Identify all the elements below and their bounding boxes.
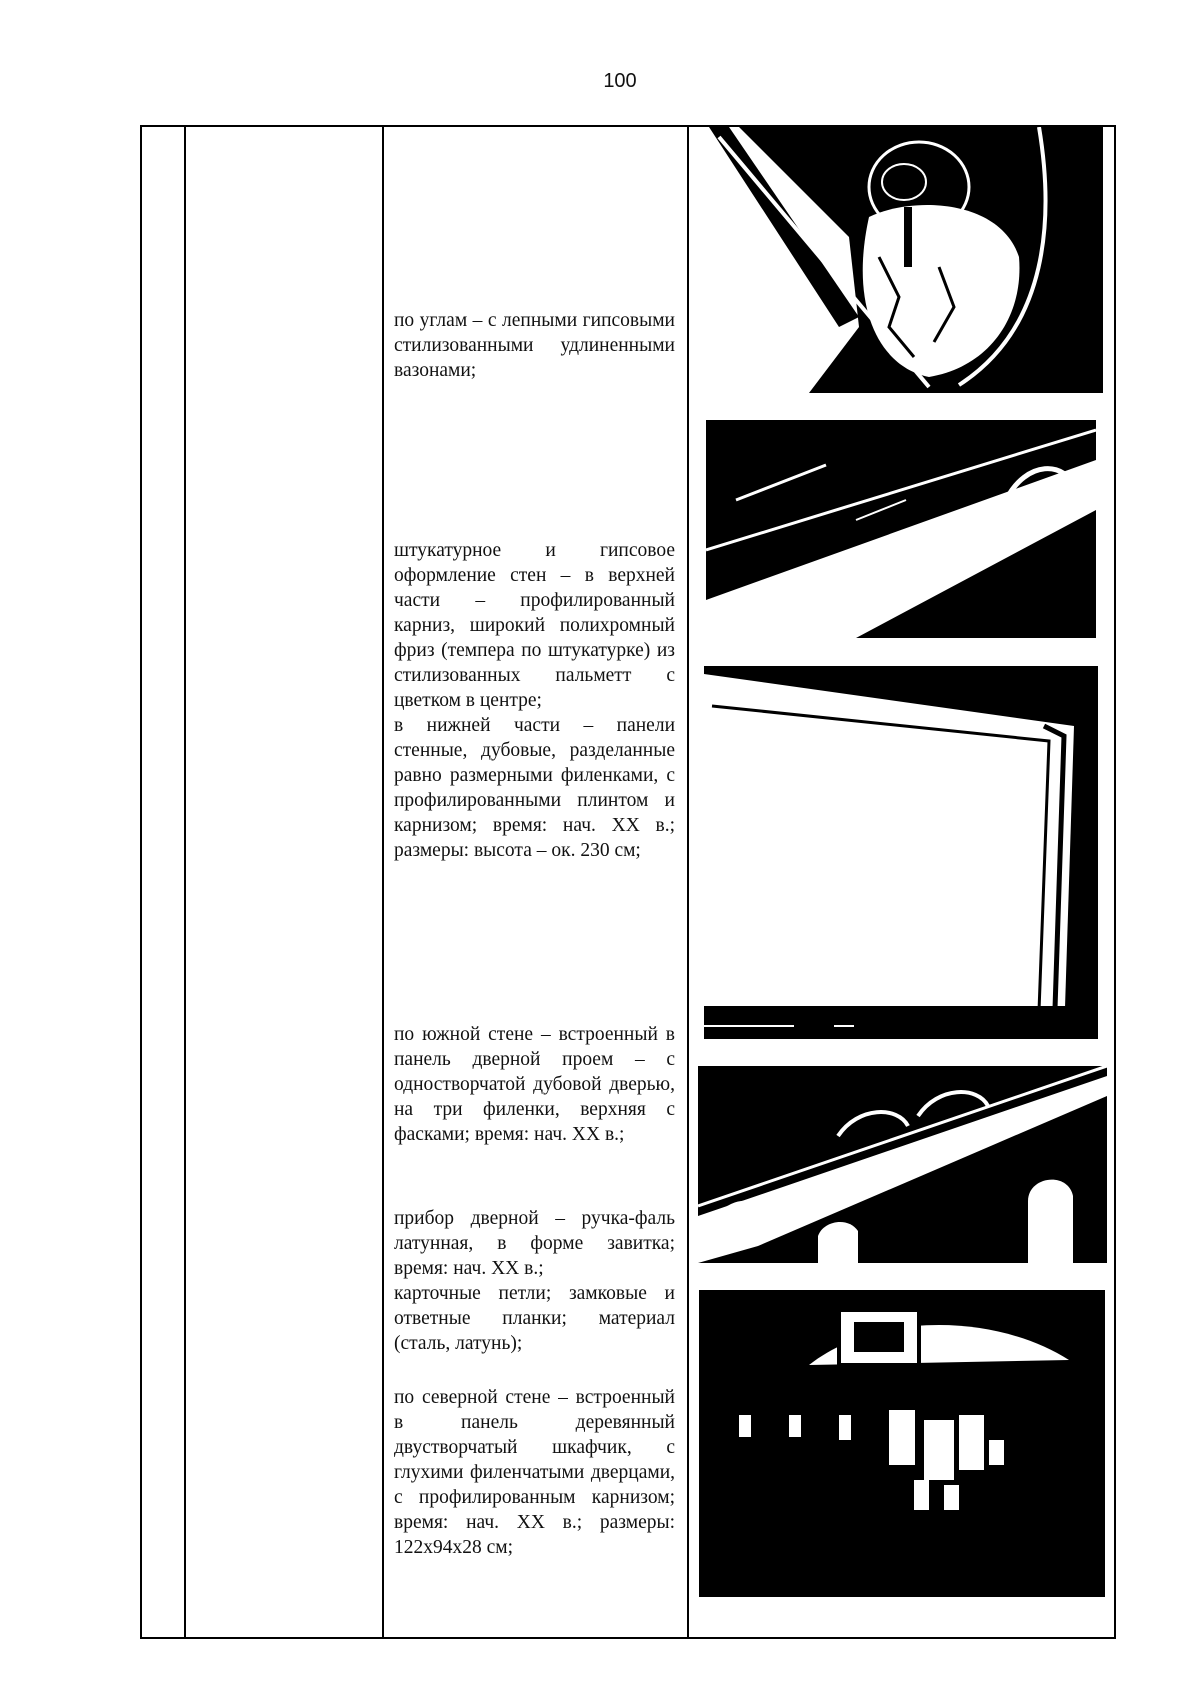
description-paragraph: по южной стене – встроенный в панель дверной проем – с одностворчатой дубовой дверью, на три филенки, верхняя с фасками; время: нач. XX в.; [394,1024,675,1145]
column-divider-1 [184,127,186,1637]
photo-frieze [706,420,1096,638]
photo-wall-panel [704,666,1098,1039]
photo-vase-corner [699,127,1103,393]
description-paragraph: по углам – с лепными гипсовыми стилизованными удлиненными вазонами; [394,310,675,381]
photo-cabinet [699,1290,1105,1597]
page-number: 100 [603,70,637,92]
description-south-wall [394,1022,675,1147]
description-paragraph: штукатурное и гипсовое оформление стен – в верхней части – профилированный карниз, широкий полихромный фриз (темпера по штукатурке) из стилизованных пальметт с цветком в центре; [394,540,675,711]
column-divider-3 [687,127,689,1637]
column-divider-2 [382,127,384,1637]
photo-doorway [698,1066,1107,1263]
description-door-hardware [394,1206,675,1356]
description-north-wall [394,1385,675,1560]
description-paragraph: прибор дверной – ручка-фаль латунная, в форме завитка; время: нач. XX в.; [394,1208,675,1279]
description-paragraph: по северной стене – встроенный в панель деревянный двустворчатый шкафчик, с глухими филенчатыми дверцами, с профилированным карнизом; время: нач. XX в.; размеры: 122х94х28 см; [394,1387,675,1558]
description-corners [394,308,675,383]
description-paragraph: в нижней части – панели стенные, дубовые, разделанные равно размерными филенками, с профилированными плинтом и карнизом; время: нач. XX в.; размеры: высота – ок. 230 см; [394,715,675,861]
description-paragraph: карточные петли; замковые и ответные планки; материал (сталь, латунь); [394,1283,675,1354]
description-walls [394,538,675,863]
